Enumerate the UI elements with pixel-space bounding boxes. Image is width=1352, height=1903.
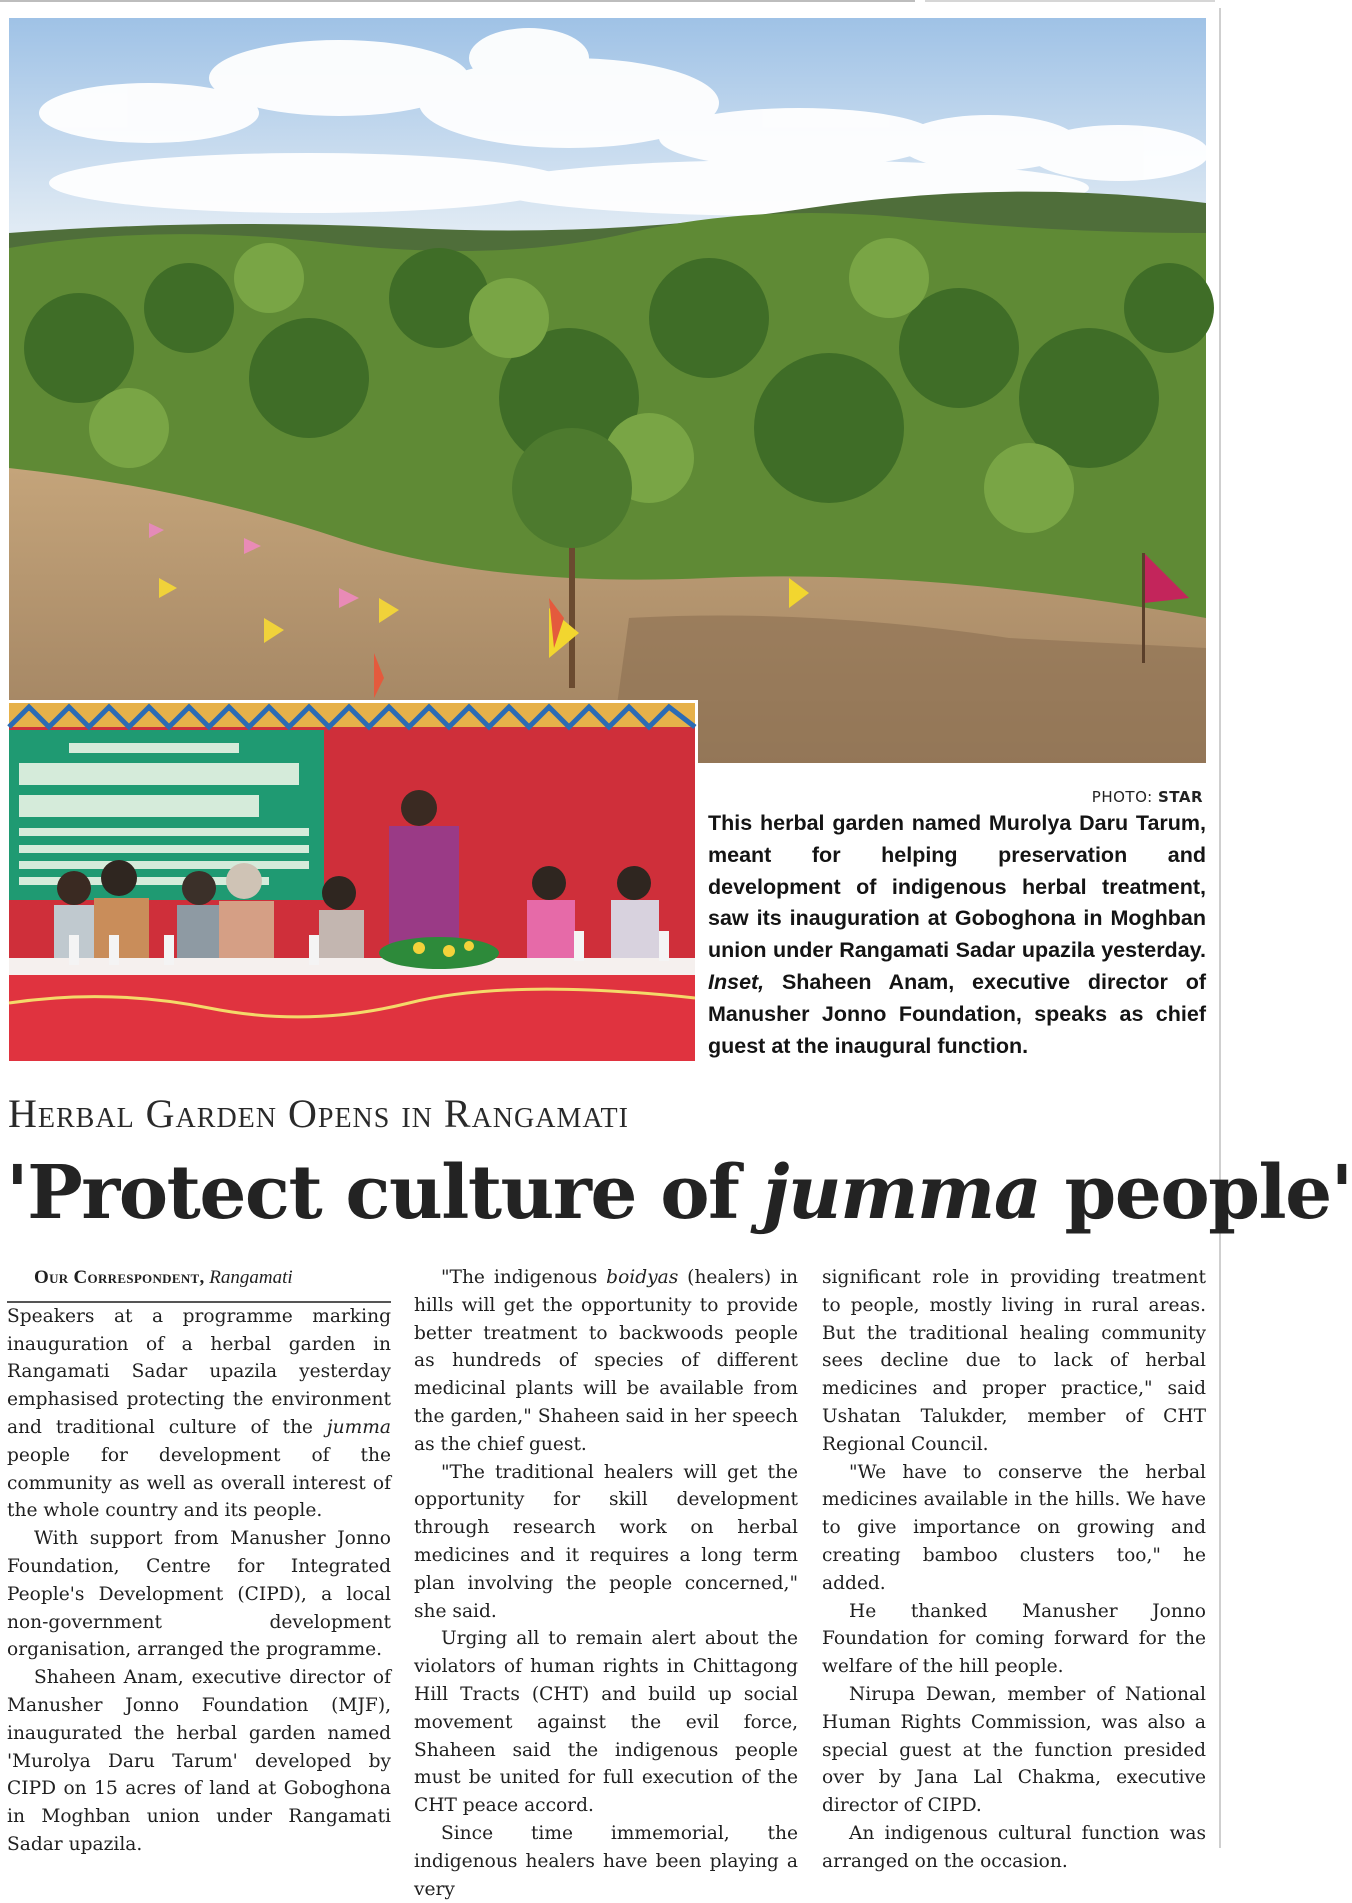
page-edge-rule [1219,8,1221,1848]
article-paragraph: Nirupa Dewan, member of National Human Rights Commission, was also a special guest at the function presided over by Jana Lal Chakma, executive director of CIPD. [822,1683,1206,1817]
photo-caption [708,808,1206,1062]
article-paragraph: Since time immemorial, the indigenous healers have been playing a very [414,1822,798,1900]
kicker-headline: Herbal Garden Opens in Rangamati [8,1091,629,1136]
byline-author: Our Correspondent, [34,1267,205,1288]
headline-part-2: people' [1040,1150,1352,1236]
caption-inset-text: Shaheen Anam, executive director of Manusher Jonno Foundation, speaks as chief guest at the inaugural function. [708,969,1206,1058]
photo-credit-label: PHOTO: [1091,788,1153,806]
article-column-3 [822,1264,1206,1876]
main-headline [6,1150,1352,1236]
inset-photo [9,700,698,1061]
article-paragraph: With support from Manusher Jonno Foundation, Centre for Integrated People's Development (CIPD), a local non-government development organisation, arranged the programme. [7,1528,391,1661]
article-paragraph: "The indigenous boidyas (healers) in hills will get the opportunity to provide better treatment to backwoods people as hundreds of species of different medicinal plants will be available from the garden," Shaheen said in her speech as the chief guest. [414,1267,798,1455]
byline-location: Rangamati [209,1267,293,1288]
top-rule-right [925,0,1215,2]
emphasis-jumma: jumma [326,1416,391,1438]
photo-credit-source: STAR [1157,788,1203,806]
caption-inset-label: Inset, [708,969,765,994]
article-paragraph: Urging all to remain alert about the violators of human rights in Chittagong Hill Tracts (CHT) and build up social movement against the evil force, Shaheen said the indigenous people must be united for full execution of the CHT peace accord. [414,1628,798,1817]
emphasis-boidyas: boidyas [606,1267,679,1288]
article-paragraph: He thanked Manusher Jonno Foundation for coming forward for the welfare of the hill people. [822,1600,1206,1678]
article-paragraph: "The traditional healers will get the opportunity for skill development through research work on herbal medicines and it requires a long term plan involving the people concerned," she said. [414,1461,798,1622]
article-paragraph: Speakers at a programme marking inauguration of a herbal garden in Rangamati Sadar upazila yesterday emphasised protecting the environment and traditional culture of the jumma people for development of the community as well as overall interest of the whole country and its people. [7,1305,391,1522]
herbal-garden-photo [9,18,1206,763]
article-paragraph: An indigenous cultural function was arranged on the occasion. [822,1822,1206,1872]
article-column-2 [414,1264,798,1903]
article-paragraph: significant role in providing treatment to people, mostly living in rural areas. But the traditional healing community sees decline due to lack of herbal medicines and proper practice," said Ushatan Talukder, member of CHT Regional Council. [822,1267,1206,1455]
caption-text: This herbal garden named Murolya Daru Tarum, meant for helping preservation and development of indigenous herbal treatment, saw its inauguration at Goboghona in Moghban union under Rangamati Sadar upazila yesterday. [708,811,1206,963]
article-column-1 [7,1264,391,1859]
headline-part-1: 'Protect culture of [6,1150,763,1236]
top-rule [0,0,915,2]
headline-emphasis: jumma [762,1150,1041,1236]
article-paragraph: "We have to conserve the herbal medicines available in the hills. We have to give importance on growing and creating bamboo clusters too," he added. [822,1461,1206,1594]
article-paragraph: Shaheen Anam, executive director of Manusher Jonno Foundation (MJF), inaugurated the herbal garden named 'Murolya Daru Tarum' developed by CIPD on 15 acres of land at Goboghona in Moghban union under Rangamati Sadar upazila. [7,1667,391,1855]
photo-credit [1092,788,1203,806]
byline [7,1264,391,1303]
